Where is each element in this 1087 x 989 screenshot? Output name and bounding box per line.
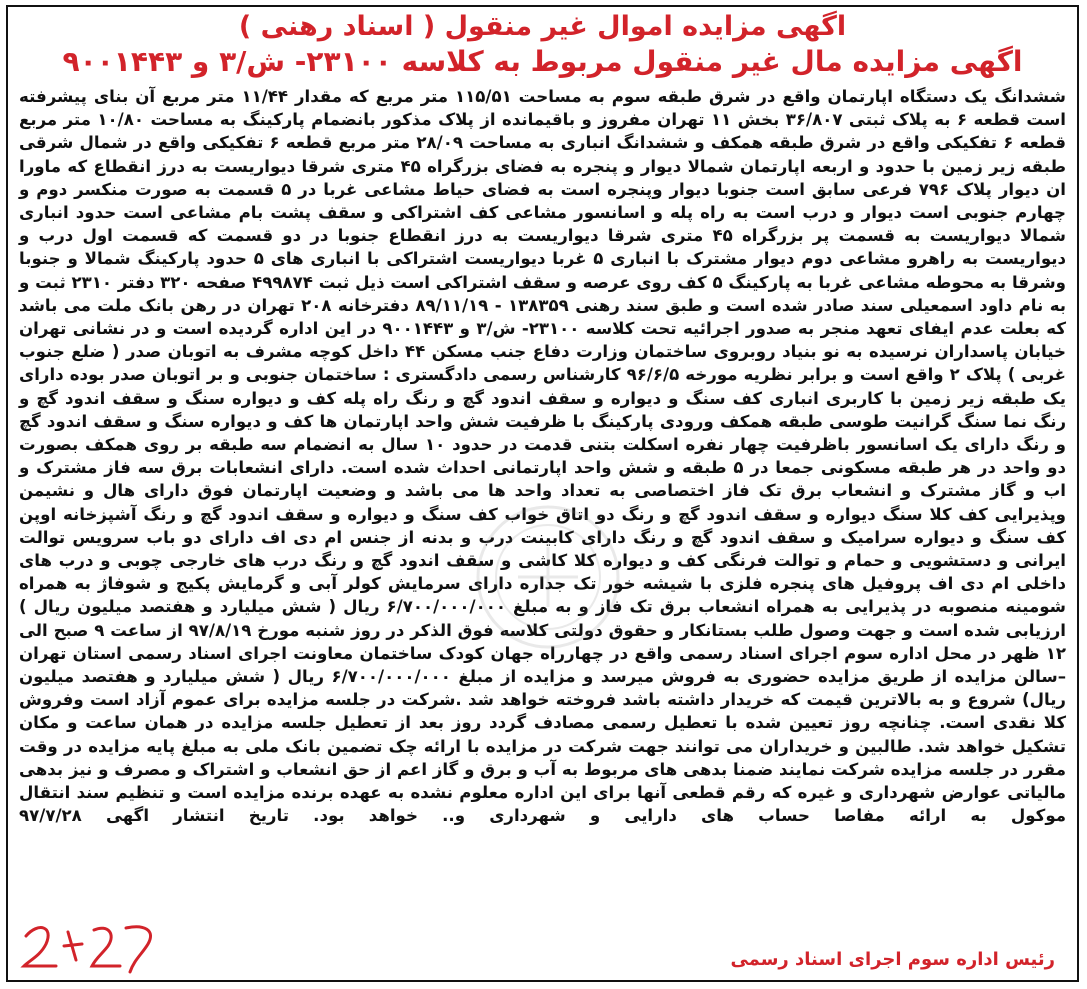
handwritten-number-mark-icon — [16, 916, 166, 978]
signature-title: رئیس اداره سوم اجرای اسناد رسمی — [730, 949, 1055, 970]
notice-title: اگهی مزایده اموال غیر منقول ( اسناد رهنی ) — [238, 11, 847, 42]
notice-body-text: ششدانگ یک دستگاه اپارتمان واقع در شرق طبقه سوم به مساحت ۱۱۵/۵۱ متر مربع که مقدار ۱۱/۴۴ متر مربع آن بنای پیشرفته است قطعه ۶ به پلاک ثبتی ۳۶/۸۰۷ بخش ۱۱ تهران مفروز و باقیمانده از پلاک مذکور بانضمام پارکینگ به مساحت ۱۰/۸۰ متر مربع قطعه ۶ تفکیکی واقع در شرق طبقه همکف و ششدانگ انباری به مساحت ۲۸/۰۹ متر مربع قطعه ۶ تفکیکی واقع در شمال شرقی طبقه زیر زمین با حدود و اربعه اپارتمان شمالا دیوار و پنجره به فضای بزرگراه ۴۵ متری شرقا دیواریست به درز انقطاع که ماورا ان دیوار پلاک ۷۹۶ فرعی سابق است جنوبا دیوار وپنجره است به فضای حیاط مشاعی غربا در ۵ قسمت به صورت منکسر دوم و چهارم جنوبی است دیوار و درب است به راه پله و اسانسور مشاعی کف اشتراکی و سقف پشت بام مشاعی است حدود انباری شمالا دیواریست به قسمت پر بزرگراه ۴۵ متری شرقا دیواریست به درز انقطاع جنوبا در دو قسمت که قسمت اول درب و دیواریست به راهرو مشاعی دوم دیوار مشترک با انباری ۵ غربا دیواریست اشتراکی با انباری های ۵ حدود پارکینگ شمالا و جنوبا وشرقا به محوطه مشاعی غربا به پارکینگ ۵ کف روی عرصه و سقف اشتراکی است ذیل ثبت ۴۹۹۸۷۴ صفحه ۳۲۰ دفتر ۲۳۱۰ ثبت و به نام داود اسمعیلی سند صادر شده است و طبق سند رهنی ۱۳۸۳۵۹ - ۸۹/۱۱/۱۹ دفترخانه ۲۰۸ تهران در رهن بانک ملت می باشد که بعلت عدم ایفای تعهد منجر به صدور اجرائیه تحت کلاسه ۲۳۱۰۰- ش/۳ و ۹۰۰۱۴۴۳ در این اداره گردیده است و در نشانی تهران خیابان پاسداران نرسیده به نو بنیاد روبروی ساختمان وزارت دفاع جنب مسکن ۴۴ داخل کوچه مشرف به اتوبان صدر ( ضلع جنوب غربی ) پلاک ۲ واقع است و برابر نظریه مورخه ۹۶/۶/۵ کارشناس رسمی دادگستری : ساختمان جنوبی و بر اتوبان صدر بوده دارای یک طبقه زیر زمین با کاربری انباری کف سنگ و دیواره و سقف اندود گچ و رنگ راه پله کف و دیواره سنگ و سقف اندود گچ و رنگ نما سنگ گرانیت طوسی طبقه همکف ورودی پارکینگ با ظرفیت شش واحد اپارتمان ها کف و دیواره سنگ و سقف اندود گچ و رنگ دارای یک اسانسور باظرفیت چهار نفره اسکلت بتنی قدمت در حدود ۱۰ سال به انضمام سه طبقه بر روی همکف بصورت دو واحد در هر طبقه مسکونی جمعا در ۵ طبقه و شش واحد اپارتمانی احداث شده است. دارای انشعابات برق سه فاز مشترک و اب و گاز مشترک و انشعاب برق تک فاز اختصاصی به تعداد واحد ها می باشد و وضعیت اپارتمان فوق دارای هال و نشیمن وپذیرایی کف کلا سنگ دیواره و سقف اندود گچ و رنگ دو اتاق خواب کف سنگ و دیواره و سقف اندود گچ و رنگ آشپزخانه اوپن کف سنگ و دیواره سرامیک و سقف اندود گچ و رنگ دارای کابینت درب و بدنه از جنس ام دی اف دارای دو باب سرویس توالت ایرانی و دستشویی و حمام و توالت فرنگی کف و دیواره کلا کاشی و سقف اندود گچ و رنگ درب های خارجی چوبی و درب های داخلی ام دی اف پروفیل های پنجره فلزی با شیشه خور تک جداره دارای سرمایش کولر آبی و گرمایش پکیج و شوفاژ به همراه شومینه منصوبه در پذیرایی به همراه انشعاب برق تک فاز و به مبلغ ۶/۷۰۰/۰۰۰/۰۰۰ ریال ( شش میلیارد و هفتصد میلیون ریال ) ارزیابی شده است و جهت وصول طلب بستانکار و حقوق دولتی کلاسه فوق الذکر در روز شنبه مورخ ۹۷/۸/۱۹ از ساعت ۹ صبح الی ۱۲ ظهر در محل اداره سوم اجرای اسناد رسمی واقع در چهارراه جهان کودک ساختمان معاونت اجرای اسناد رسمی استان تهران –سالن مزایده از طریق مزایده حضوری به فروش میرسد و مزایده از مبلغ ۶/۷۰۰/۰۰۰/۰۰۰ ریال ( شش میلیارد و هفتصد میلیون ریال) شروع و به بالاترین قیمت که خریدار داشته باشد فروخته خواهد شد .شرکت در جلسه مزایده برای عموم آزاد است وفروش کلا نقدی است. چنانچه روز تعیین شده با تعطیل رسمی مصادف گردد روز بعد از تعطیل جلسه مزایده در همان ساعت و مکان تشکیل خواهد شد. طالبین و خریداران می توانند جهت شرکت در مزایده با ارائه چک تضمین بانک ملی به مبلغ پایه مزایده در وقت مقرر در جلسه مزایده شرکت نمایند ضمنا بدهی های مربوط به آب و برق و گاز اعم از حق انشعاب و اشتراک و مصرف و نیز بدهی مالیاتی عوارض شهرداری و غیره که رقم قطعی آنها برای این اداره معلوم نشده به عهده برنده مزایده است و تنظیم سند انتقال موکول به ارائه مفاصا حساب های دارایی و شهرداری و.. خواهد بود. — [19, 87, 1067, 826]
notice-subtitle: اگهی مزایده مال غیر منقول مربوط به کلاسه ۲۳۱۰۰- ش/۳ و ۹۰۰۱۴۴۳ — [62, 45, 1023, 78]
publish-date: تاریخ انتشار اگهی ۹۷/۷/۲۸ — [19, 806, 289, 826]
auction-notice — [6, 5, 1079, 982]
notice-body — [19, 85, 1066, 828]
